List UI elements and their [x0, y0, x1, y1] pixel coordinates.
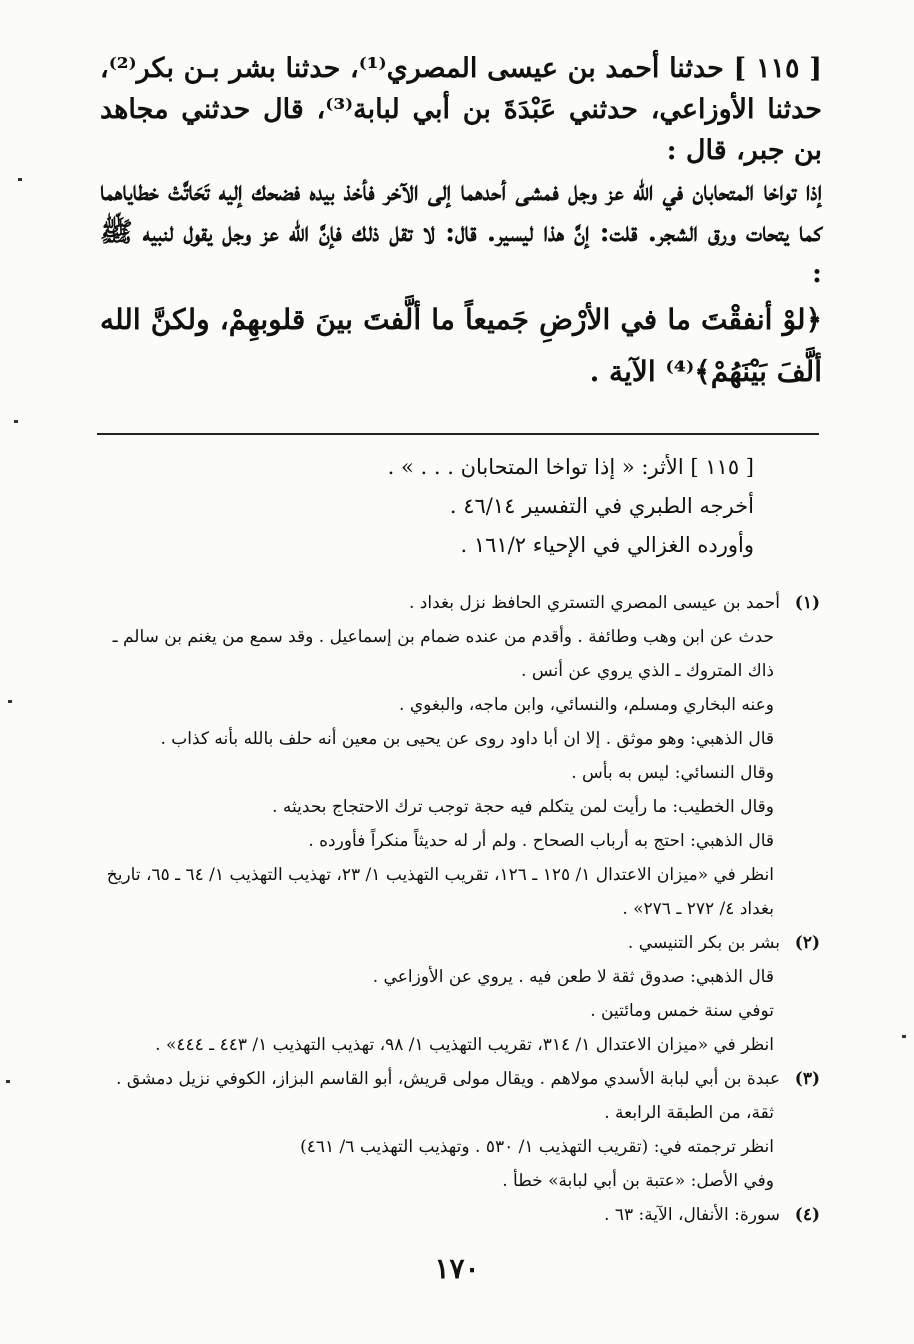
hadith-chain-paragraph: [ ١١٥ ] حدثنا أحمد بن عيسى المصري⁽¹⁾، حدثنا بشر بـن بكر⁽²⁾، حدثنا الأوزاعي، حدثني عَبْدَةَ بن أبي لبابة⁽³⁾، قال حدثني مجاهد بن جبر، قال : [100, 53, 823, 166]
takhrij-block [300, 448, 754, 565]
footnote-line: انظر في «ميزان الاعتدال ١/ ٣١٤، تقريب التهذيب ١/ ٩٨، تهذيب التهذيب ١/ ٤٤٣ ـ ٤٤٤» . [155, 1035, 774, 1055]
footnote-number: (٢) [794, 933, 820, 953]
footnote-text: أحمد بن عيسى المصري التستري الحافظ نزل بغداد . [408, 593, 780, 613]
footnote-line: حدث عن ابن وهب وطائفة . وأقدم من عنده ضمام بن إسماعيل . وقد سمع من يغنم بن سالم ـ ذاك المتروك ـ الذي يروي عن أنس . [112, 627, 774, 681]
footnote-line: وفي الأصل: «عتبة بن أبي لبابة» خطأ . [502, 1171, 774, 1191]
footnote-3 [98, 1062, 820, 1198]
footnote-text: بشر بن بكر التنيسي . [627, 933, 780, 953]
footnote-1 [98, 586, 820, 926]
scan-speck [14, 420, 18, 423]
footnotes [98, 586, 820, 1232]
footnote-line: انظر في «ميزان الاعتدال ١/ ١٢٥ ـ ١٢٦، تقريب التهذيب ١/ ٢٣، تهذيب التهذيب ١/ ٦٤ ـ ٦٥، تاريخ بغداد ٤/ ٢٧٢ ـ ٢٧٦» . [106, 865, 774, 919]
main-text [100, 48, 822, 398]
footnote-number: (٤) [794, 1205, 820, 1225]
scan-speck [8, 700, 12, 703]
scan-speck [18, 178, 22, 181]
footnote-number: (٣) [794, 1069, 820, 1089]
footnote-line: وقال النسائي: ليس به بأس . [571, 763, 774, 783]
scan-speck [902, 1035, 906, 1038]
footnote-line: قال الذهبي: صدوق ثقة لا طعن فيه . يروي عن الأوزاعي . [372, 967, 774, 987]
footnote-divider [97, 433, 819, 435]
takhrij-line: أخرجه الطبري في التفسير ٤٦/١٤ . [449, 494, 754, 518]
footnote-line: وقال الخطيب: ما رأيت لمن يتكلم فيه حجة توجب ترك الاحتجاج بحديثه . [272, 797, 774, 817]
takhrij-line: [ ١١٥ ] الأثر: « إذا تواخا المتحابان . . . » . [387, 455, 754, 479]
footnote-line: توفي سنة خمس ومائتين . [590, 1001, 774, 1021]
footnote-2 [98, 926, 820, 1062]
footnote-text: عبدة بن أبي لبابة الأسدي مولاهم . ويقال مولى قريش، أبو القاسم البزاز، الكوفي نزيل دمشق . [116, 1069, 780, 1089]
footnote-4 [98, 1198, 820, 1232]
footnote-number: (١) [794, 593, 820, 613]
scan-speck [6, 1080, 10, 1083]
page-number: ١٧٠ [434, 1252, 480, 1285]
quran-verse-paragraph: ﴿لوْ أنفقْتَ ما في الأرْضِ جَميعاً ما ألَّفتَ بينَ قلوبهِمْ، ولكنَّ الله ألَّفَ بَيْنَهُمْ﴾⁽⁴⁾ الآية . [100, 303, 822, 388]
footnote-line: ثقة، من الطبقة الرابعة . [604, 1103, 774, 1123]
footnote-text: سورة: الأنفال، الآية: ٦٣ . [604, 1205, 780, 1225]
footnote-line: وعنه البخاري ومسلم، والنسائي، وابن ماجه، والبغوي . [399, 695, 774, 715]
hadith-body-paragraph: إذا تواخا المتحابان في الله عز وجل فمشى أحدهما إلى الآخر فأخذ بيده فضحك إليه تَحَاتَّتْ خطاياهما كما يتحات ورق الشجر. قلت: إنَّ هذا ليسير. قال: لا تقل ذلك فإنَّ الله عز وجل يقول لنبيه ﷺ : [100, 176, 822, 289]
takhrij-line: وأورده الغزالي في الإحياء ١٦١/٢ . [460, 533, 754, 557]
footnote-line: قال الذهبي: احتج به أرباب الصحاح . ولم أر له حديثاً منكراً فأورده . [308, 831, 774, 851]
footnote-line: قال الذهبي: وهو موثق . إلا ان أبا داود روى عن يحيى بن معين أنه حلف بالله بأنه كذاب . [160, 729, 774, 749]
footnote-line: انظر ترجمته في: (تقريب التهذيب ١/ ٥٣٠ . وتهذيب التهذيب ٦/ ٤٦١) [300, 1137, 774, 1157]
